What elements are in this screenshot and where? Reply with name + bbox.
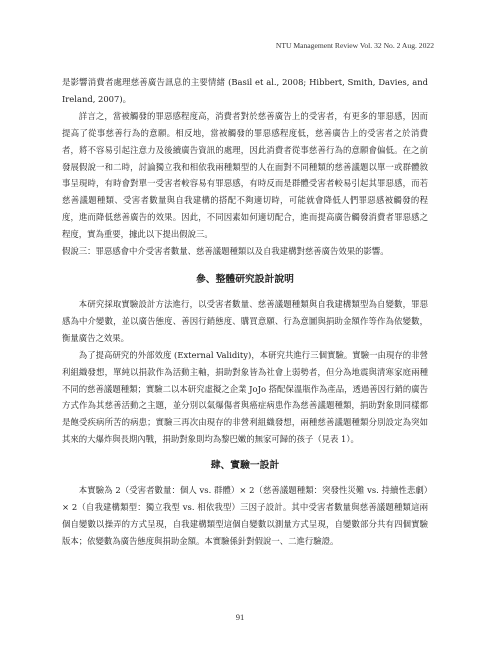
paragraph-research-method: 本研究採取實驗設計方法進行，以受害者數量、慈善議題種類與自我建構類型為自變數，罪惡感為中介變數，並以廣告態度、善因行銷態度、購買意願、行為意圖與捐助金額作等作為依變數，衡量廣告之效果。	[62, 298, 428, 343]
article-body	[62, 74, 428, 550]
section-heading-experiment-one: 肆、實驗一設計	[210, 460, 280, 472]
paragraph-external-validity: 為了提高研究的外部效度 (External Validity)，本研究共進行三個實驗。實驗一由現存的非營利組織發想，單純以捐款作為活動主軸，捐助對象皆為社會上弱勢者，但分為地震與清寒家庭兩種不同的慈善議題種類；實驗二以本研究虛擬之企業 JoJo 搭配保溫瓶作為產品，透過善因行銷的廣告方式作為其慈善活動之主題，並分別以氣爆傷者與癌症病患作為慈善議題種類，捐助對象則同樣都是飽受疾病所苦的病患；實驗三再次由現存的非營利組織發想，兩種慈善議題種類分別設定為突如其來的大爆炸與長期內戰，捐助對象則均為黎巴嫩的無家可歸的孩子（見表 1）。	[62, 349, 428, 445]
running-head: NTU Management Review Vol. 32 No. 2 Aug. 2022	[275, 41, 434, 50]
section-heading-research-design: 參、整體研究設計說明	[196, 273, 294, 285]
paragraph-guilt-discussion: 詳言之，當被觸發的罪惡感程度高，消費者對於慈善廣告上的受害者，有更多的罪惡感，因而提高了從事慈善行為的意願。相反地，當被觸發的罪惡感程度低，慈善廣告上的受害者之於消費者，將不容易引起注意力及後續廣告資訊的處理，因此消費者從事慈善行為的意願會偏低。在之前發展假說一和二時，討論獨立我和相依我兩種類型的人在面對不同種類的慈善議題以單一或群體敘事呈現時，有時會對單一受害者較容易有罪惡感，有時反而是群體受害者較易引起其罪惡感，而若慈善議題種類、受害者數量與自我建構的搭配不夠適切時，可能就會降低人們罪惡感被觸發的程度，進而降低慈善廣告的效果。因此，不同因素如何適切配合，進而提高廣告觸發消費者罪惡感之程度，實為重要，據此以下提出假說三。	[62, 110, 428, 240]
page-number: 91	[235, 612, 245, 622]
paragraph-continued: 是影響消費者處理慈善廣告訊息的主要情緒 (Basil et al., 2008; Hibbert, Smith, Davies, and Ireland, 2007)。	[62, 77, 428, 104]
hypothesis-three: 假說三：罪惡感會中介受害者數量、慈善議題種類以及自我建構對慈善廣告效果的影響。	[62, 246, 389, 257]
paragraph-experiment-one-design: 本實驗為 2（受害者數量：個人 vs. 群體）× 2（慈善議題種類：突發性災難 vs. 持續性悲劇）× 2（自我建構類型：獨立我型 vs. 相依我型）三因子設計。其中受害者數量與慈善議題種類這兩個自變數以操弄的方式呈現，自我建構類型這個自變數以測量方式呈現，自變數部分共有四個實驗版本；依變數為廣告態度與捐助金額。本實驗係針對假說一、二進行驗證。	[62, 485, 428, 546]
